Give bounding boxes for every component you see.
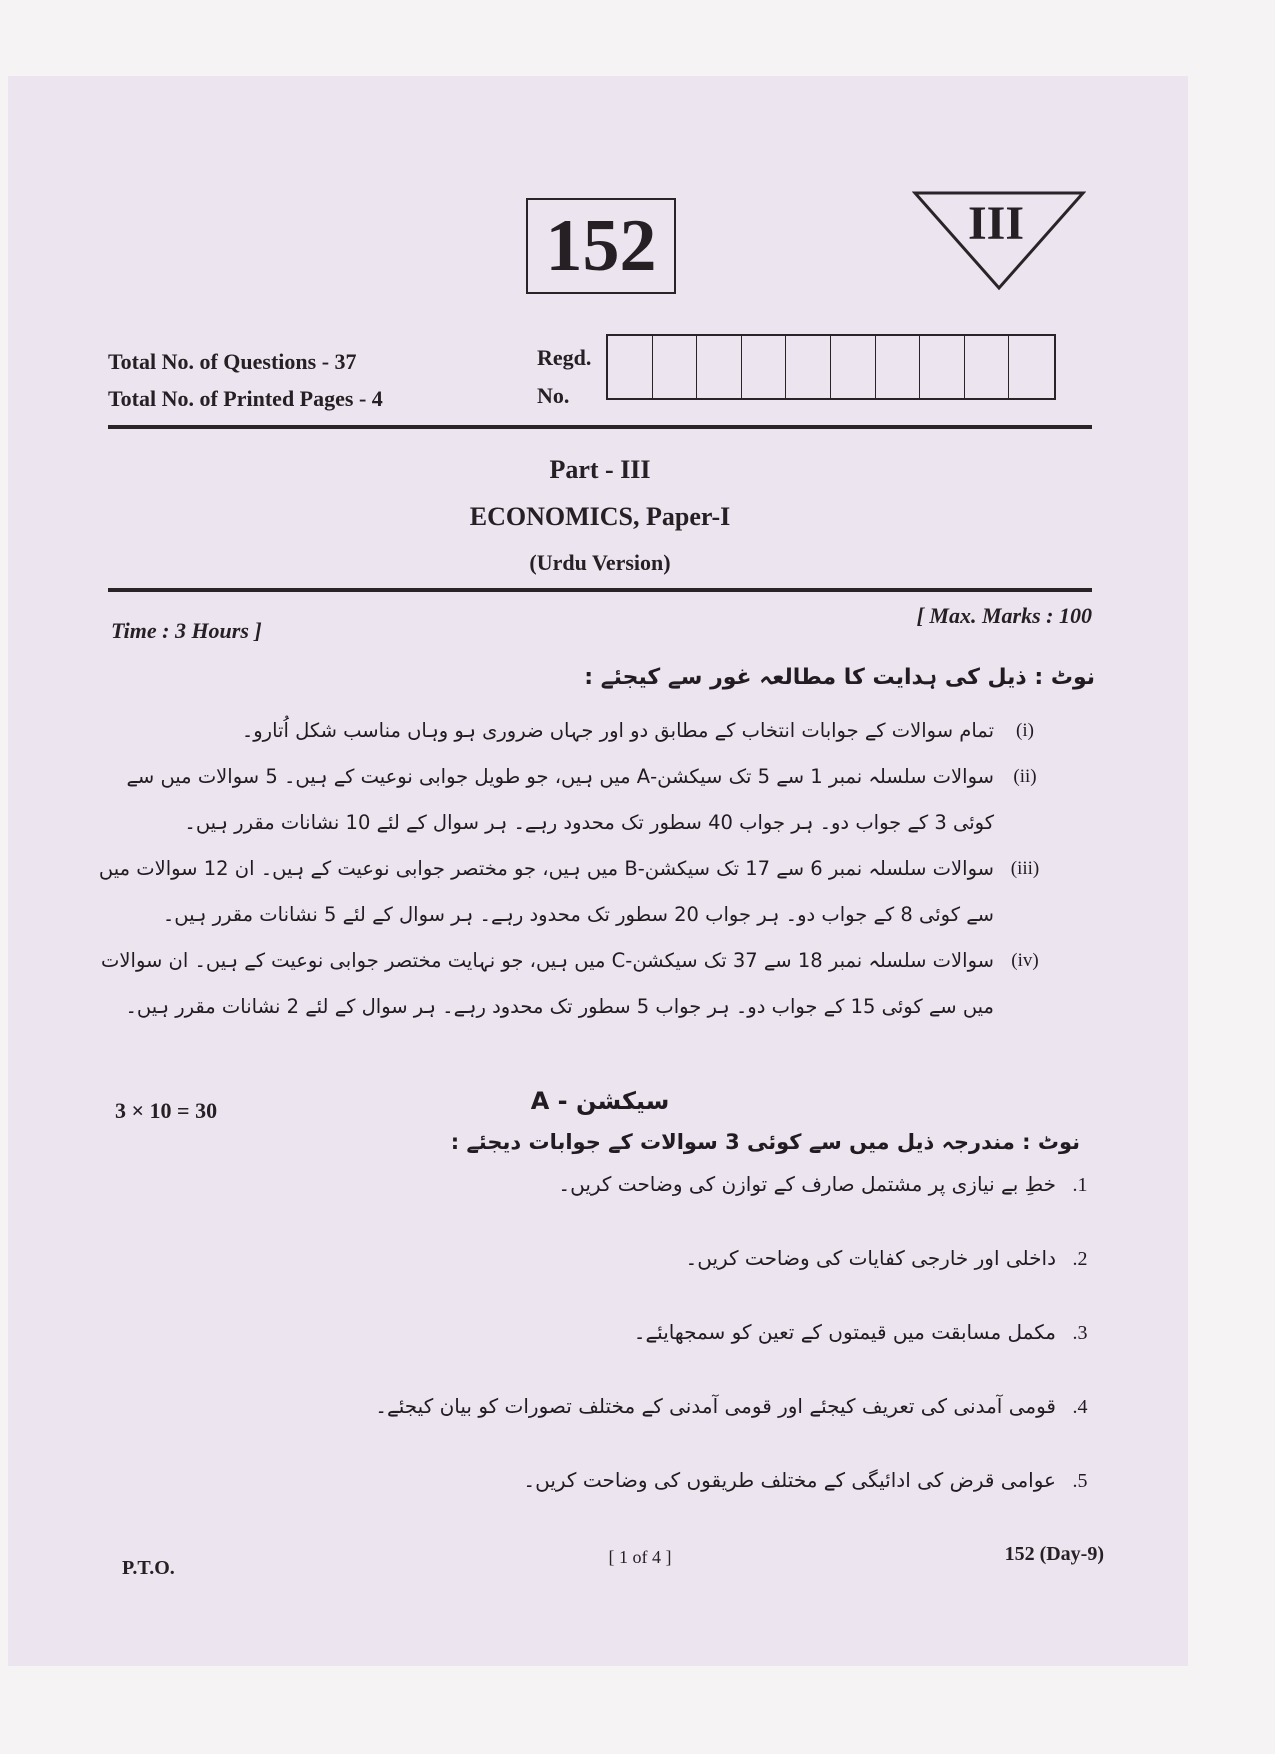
paper-code-box: 152 bbox=[526, 198, 676, 294]
question-number: 4. bbox=[1072, 1396, 1088, 1418]
section-note: نوٹ : مندرجہ ذیل میں سے کوئی 3 سوالات کے جوابات دیجئے : bbox=[450, 1130, 1080, 1154]
regd-digit-box[interactable] bbox=[742, 336, 787, 398]
instruction-text: سوالات سلسلہ نمبر 18 سے 37 تک سیکشن-C میں ہیں، جو نہایت مختصر جوابی نوعیت کے ہیں۔ ان سوالات bbox=[101, 949, 994, 972]
question-number: 3. bbox=[1072, 1322, 1088, 1344]
part-title: Part - III bbox=[549, 455, 651, 484]
instruction-number: (ii) bbox=[1013, 766, 1037, 787]
footer-paper-code: 152 (Day-9) bbox=[1004, 1543, 1104, 1565]
instructions-heading: نوٹ : ذیل کی ہدایت کا مطالعہ غور سے کیجئے : bbox=[584, 665, 1095, 690]
question-item bbox=[375, 1394, 1104, 1468]
regd-digit-box[interactable] bbox=[786, 336, 831, 398]
regd-digit-box[interactable] bbox=[965, 336, 1010, 398]
instruction-item-continued bbox=[150, 892, 1056, 938]
question-item bbox=[420, 1320, 1104, 1394]
page-indicator: [ 1 of 4 ] bbox=[608, 1547, 672, 1567]
section-title: سیکشن - A bbox=[530, 1087, 670, 1115]
max-marks: [ Max. Marks : 100 bbox=[916, 603, 1092, 628]
version-label: (Urdu Version) bbox=[529, 550, 671, 575]
question-item bbox=[420, 1172, 1104, 1246]
total-questions: Total No. of Questions - 37 bbox=[108, 349, 357, 374]
regd-digit-box[interactable] bbox=[653, 336, 698, 398]
part-badge-label: III bbox=[967, 197, 1025, 250]
instruction-text: کوئی 3 کے جواب دو۔ ہر جواب 40 سطور تک محدود رہے۔ ہر سوال کے لئے 10 نشانات مقرر ہیں۔ bbox=[184, 811, 994, 834]
instruction-text: میں سے کوئی 15 کے جواب دو۔ ہر جواب 5 سطور تک محدود رہے۔ ہر سوال کے لئے 2 نشانات مقرر ہیں۔ bbox=[125, 995, 994, 1018]
question-item bbox=[420, 1468, 1104, 1542]
instruction-number: (i) bbox=[1016, 720, 1034, 741]
regd-digit-box[interactable] bbox=[831, 336, 876, 398]
total-printed-pages: Total No. of Printed Pages - 4 bbox=[108, 386, 383, 411]
paper-title: ECONOMICS, Paper-I bbox=[469, 502, 731, 531]
question-item bbox=[420, 1246, 1104, 1320]
instructions-list bbox=[98, 708, 1056, 1030]
title-divider bbox=[108, 588, 1092, 592]
question-list bbox=[375, 1172, 1104, 1542]
instruction-item bbox=[126, 754, 1056, 800]
instruction-item bbox=[150, 708, 1056, 754]
regd-label: Regd. bbox=[537, 345, 592, 370]
instruction-text: تمام سوالات کے جوابات انتخاب کے مطابق دو اور جہاں ضروری ہو وہاں مناسب شکل اُتارو۔ bbox=[241, 719, 994, 742]
regd-digit-box[interactable] bbox=[1009, 336, 1054, 398]
question-text: قومی آمدنی کی تعریف کیجئے اور قومی آمدنی کے مختلف تصورات کو بیان کیجئے۔ bbox=[375, 1394, 1056, 1418]
instruction-item-continued bbox=[125, 984, 1056, 1030]
instruction-item bbox=[101, 938, 1056, 984]
instruction-number: (iv) bbox=[1011, 950, 1039, 971]
question-text: عوامی قرض کی ادائیگی کے مختلف طریقوں کی وضاحت کریں۔ bbox=[523, 1468, 1056, 1492]
instruction-number: (iii) bbox=[1010, 858, 1040, 879]
regd-digit-box[interactable] bbox=[920, 336, 965, 398]
instruction-text: سوالات سلسلہ نمبر 1 سے 5 تک سیکشن-A میں ہیں، جو طویل جوابی نوعیت کے ہیں۔ 5 سوالات میں سے bbox=[126, 765, 994, 788]
section-marks-formula: 3 × 10 = 30 bbox=[115, 1098, 218, 1123]
regd-no-label: No. bbox=[537, 383, 570, 408]
instruction-text: سے کوئی 8 کے جواب دو۔ ہر جواب 20 سطور تک محدود رہے۔ ہر سوال کے لئے 5 نشانات مقرر ہیں۔ bbox=[162, 903, 994, 926]
registration-number-boxes[interactable] bbox=[606, 334, 1056, 400]
regd-digit-box[interactable] bbox=[608, 336, 653, 398]
question-number: 1. bbox=[1072, 1174, 1088, 1196]
instruction-item bbox=[98, 846, 1056, 892]
regd-digit-box[interactable] bbox=[876, 336, 921, 398]
question-text: خطِ بے نیازی پر مشتمل صارف کے توازن کی وضاحت کریں۔ bbox=[558, 1172, 1056, 1196]
question-number: 5. bbox=[1072, 1470, 1088, 1492]
time-allowed: Time : 3 Hours ] bbox=[111, 618, 262, 643]
regd-digit-box[interactable] bbox=[697, 336, 742, 398]
question-number: 2. bbox=[1072, 1248, 1088, 1270]
instruction-text: سوالات سلسلہ نمبر 6 سے 17 تک سیکشن-B میں ہیں، جو مختصر جوابی نوعیت کے ہیں۔ ان 12 سوالات میں bbox=[98, 857, 994, 880]
question-text: داخلی اور خارجی کفایات کی وضاحت کریں۔ bbox=[685, 1246, 1056, 1270]
question-text: مکمل مسابقت میں قیمتوں کے تعین کو سمجھایئے۔ bbox=[633, 1320, 1056, 1344]
please-turn-over: P.T.O. bbox=[122, 1557, 175, 1579]
header-divider bbox=[108, 425, 1092, 429]
instruction-item-continued bbox=[150, 800, 1056, 846]
